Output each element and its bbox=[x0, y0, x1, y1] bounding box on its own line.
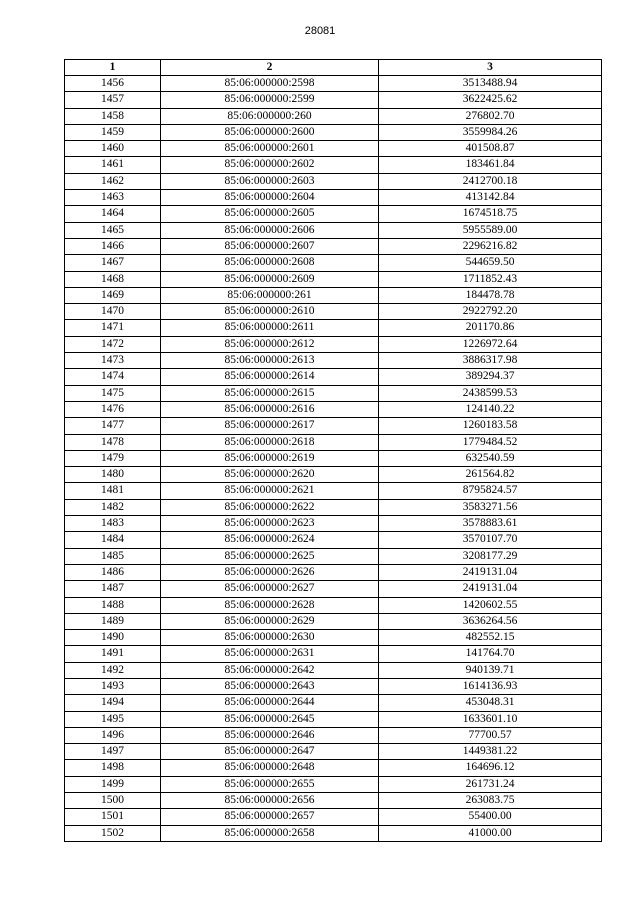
row-number-cell: 1488 bbox=[65, 597, 161, 613]
value-cell: 1633601.10 bbox=[379, 711, 602, 727]
table-row bbox=[65, 173, 602, 189]
value-cell: 263083.75 bbox=[379, 793, 602, 809]
cadastral-number-cell: 85:06:000000:2646 bbox=[161, 727, 379, 743]
cadastral-number-cell: 85:06:000000:2611 bbox=[161, 320, 379, 336]
cadastral-number-cell: 85:06:000000:2655 bbox=[161, 776, 379, 792]
table-row bbox=[65, 646, 602, 662]
cadastral-number-cell: 85:06:000000:2604 bbox=[161, 190, 379, 206]
cadastral-number-cell: 85:06:000000:2605 bbox=[161, 206, 379, 222]
table-row bbox=[65, 92, 602, 108]
value-cell: 632540.59 bbox=[379, 450, 602, 466]
row-number-cell: 1466 bbox=[65, 238, 161, 254]
cadastral-number-cell: 85:06:000000:2617 bbox=[161, 418, 379, 434]
row-number-cell: 1457 bbox=[65, 92, 161, 108]
value-cell: 2412700.18 bbox=[379, 173, 602, 189]
row-number-cell: 1459 bbox=[65, 124, 161, 140]
column-header-2: 2 bbox=[161, 60, 379, 76]
row-number-cell: 1467 bbox=[65, 255, 161, 271]
value-cell: 201170.86 bbox=[379, 320, 602, 336]
value-cell: 3513488.94 bbox=[379, 76, 602, 92]
table-row bbox=[65, 434, 602, 450]
value-cell: 5955589.00 bbox=[379, 222, 602, 238]
value-cell: 1226972.64 bbox=[379, 336, 602, 352]
value-cell: 2419131.04 bbox=[379, 564, 602, 580]
value-cell: 77700.57 bbox=[379, 727, 602, 743]
cadastral-number-cell: 85:06:000000:2657 bbox=[161, 809, 379, 825]
value-cell: 3636264.56 bbox=[379, 613, 602, 629]
value-cell: 2419131.04 bbox=[379, 581, 602, 597]
table-row bbox=[65, 304, 602, 320]
value-cell: 184478.78 bbox=[379, 287, 602, 303]
table-row bbox=[65, 662, 602, 678]
value-cell: 1711852.43 bbox=[379, 271, 602, 287]
value-cell: 401508.87 bbox=[379, 141, 602, 157]
value-cell: 183461.84 bbox=[379, 157, 602, 173]
value-cell: 261731.24 bbox=[379, 776, 602, 792]
table-row bbox=[65, 385, 602, 401]
row-number-cell: 1485 bbox=[65, 548, 161, 564]
table-row bbox=[65, 320, 602, 336]
table-row bbox=[65, 450, 602, 466]
table-row bbox=[65, 401, 602, 417]
value-cell: 141764.70 bbox=[379, 646, 602, 662]
table-row bbox=[65, 287, 602, 303]
cadastral-number-cell: 85:06:000000:2608 bbox=[161, 255, 379, 271]
row-number-cell: 1482 bbox=[65, 499, 161, 515]
table-row bbox=[65, 124, 602, 140]
value-cell: 389294.37 bbox=[379, 369, 602, 385]
table-row bbox=[65, 581, 602, 597]
table-row bbox=[65, 695, 602, 711]
value-cell: 2922792.20 bbox=[379, 304, 602, 320]
row-number-cell: 1471 bbox=[65, 320, 161, 336]
row-number-cell: 1470 bbox=[65, 304, 161, 320]
cadastral-number-cell: 85:06:000000:261 bbox=[161, 287, 379, 303]
cadastral-number-cell: 85:06:000000:2612 bbox=[161, 336, 379, 352]
table-row bbox=[65, 499, 602, 515]
cadastral-number-cell: 85:06:000000:2645 bbox=[161, 711, 379, 727]
table-row bbox=[65, 516, 602, 532]
value-cell: 1674518.75 bbox=[379, 206, 602, 222]
row-number-cell: 1487 bbox=[65, 581, 161, 597]
cadastral-number-cell: 85:06:000000:2602 bbox=[161, 157, 379, 173]
value-cell: 453048.31 bbox=[379, 695, 602, 711]
cadastral-number-cell: 85:06:000000:2609 bbox=[161, 271, 379, 287]
row-number-cell: 1490 bbox=[65, 630, 161, 646]
cadastral-number-cell: 85:06:000000:2656 bbox=[161, 793, 379, 809]
table-row bbox=[65, 744, 602, 760]
table-row bbox=[65, 678, 602, 694]
row-number-cell: 1472 bbox=[65, 336, 161, 352]
cadastral-number-cell: 85:06:000000:2644 bbox=[161, 695, 379, 711]
cadastral-number-cell: 85:06:000000:2620 bbox=[161, 467, 379, 483]
table-row bbox=[65, 548, 602, 564]
table-row bbox=[65, 630, 602, 646]
table-row bbox=[65, 336, 602, 352]
row-number-cell: 1479 bbox=[65, 450, 161, 466]
table-row bbox=[65, 711, 602, 727]
table-row bbox=[65, 564, 602, 580]
row-number-cell: 1498 bbox=[65, 760, 161, 776]
cadastral-number-cell: 85:06:000000:2603 bbox=[161, 173, 379, 189]
cadastral-number-cell: 85:06:000000:2601 bbox=[161, 141, 379, 157]
table-row bbox=[65, 238, 602, 254]
value-cell: 1449381.22 bbox=[379, 744, 602, 760]
row-number-cell: 1456 bbox=[65, 76, 161, 92]
row-number-cell: 1463 bbox=[65, 190, 161, 206]
value-cell: 544659.50 bbox=[379, 255, 602, 271]
table-row bbox=[65, 793, 602, 809]
value-cell: 3583271.56 bbox=[379, 499, 602, 515]
cadastral-number-cell: 85:06:000000:2648 bbox=[161, 760, 379, 776]
table-row bbox=[65, 776, 602, 792]
cadastral-number-cell: 85:06:000000:2621 bbox=[161, 483, 379, 499]
table-header-row bbox=[65, 60, 602, 76]
table-row bbox=[65, 353, 602, 369]
row-number-cell: 1499 bbox=[65, 776, 161, 792]
row-number-cell: 1494 bbox=[65, 695, 161, 711]
cadastral-number-cell: 85:06:000000:2614 bbox=[161, 369, 379, 385]
value-cell: 3578883.61 bbox=[379, 516, 602, 532]
table-row bbox=[65, 271, 602, 287]
data-table bbox=[64, 59, 602, 842]
row-number-cell: 1484 bbox=[65, 532, 161, 548]
cadastral-number-cell: 85:06:000000:2615 bbox=[161, 385, 379, 401]
row-number-cell: 1478 bbox=[65, 434, 161, 450]
value-cell: 41000.00 bbox=[379, 825, 602, 841]
row-number-cell: 1486 bbox=[65, 564, 161, 580]
row-number-cell: 1465 bbox=[65, 222, 161, 238]
cadastral-number-cell: 85:06:000000:2629 bbox=[161, 613, 379, 629]
row-number-cell: 1491 bbox=[65, 646, 161, 662]
value-cell: 3559984.26 bbox=[379, 124, 602, 140]
cadastral-number-cell: 85:06:000000:2600 bbox=[161, 124, 379, 140]
value-cell: 1779484.52 bbox=[379, 434, 602, 450]
row-number-cell: 1502 bbox=[65, 825, 161, 841]
table-row bbox=[65, 369, 602, 385]
table-row bbox=[65, 190, 602, 206]
table-row bbox=[65, 613, 602, 629]
value-cell: 940139.71 bbox=[379, 662, 602, 678]
row-number-cell: 1496 bbox=[65, 727, 161, 743]
table-row bbox=[65, 76, 602, 92]
cadastral-number-cell: 85:06:000000:2658 bbox=[161, 825, 379, 841]
value-cell: 2438599.53 bbox=[379, 385, 602, 401]
table-row bbox=[65, 727, 602, 743]
row-number-cell: 1493 bbox=[65, 678, 161, 694]
cadastral-number-cell: 85:06:000000:2628 bbox=[161, 597, 379, 613]
cadastral-number-cell: 85:06:000000:2630 bbox=[161, 630, 379, 646]
row-number-cell: 1481 bbox=[65, 483, 161, 499]
value-cell: 1614136.93 bbox=[379, 678, 602, 694]
table-row bbox=[65, 222, 602, 238]
cadastral-number-cell: 85:06:000000:2598 bbox=[161, 76, 379, 92]
column-header-3: 3 bbox=[379, 60, 602, 76]
cadastral-number-cell: 85:06:000000:2599 bbox=[161, 92, 379, 108]
table-row bbox=[65, 255, 602, 271]
row-number-cell: 1475 bbox=[65, 385, 161, 401]
row-number-cell: 1501 bbox=[65, 809, 161, 825]
cadastral-number-cell: 85:06:000000:2619 bbox=[161, 450, 379, 466]
table-body bbox=[65, 76, 602, 842]
value-cell: 3886317.98 bbox=[379, 353, 602, 369]
value-cell: 164696.12 bbox=[379, 760, 602, 776]
row-number-cell: 1495 bbox=[65, 711, 161, 727]
row-number-cell: 1464 bbox=[65, 206, 161, 222]
row-number-cell: 1497 bbox=[65, 744, 161, 760]
row-number-cell: 1461 bbox=[65, 157, 161, 173]
cadastral-number-cell: 85:06:000000:2643 bbox=[161, 678, 379, 694]
row-number-cell: 1480 bbox=[65, 467, 161, 483]
value-cell: 413142.84 bbox=[379, 190, 602, 206]
table-row bbox=[65, 597, 602, 613]
row-number-cell: 1474 bbox=[65, 369, 161, 385]
cadastral-number-cell: 85:06:000000:2616 bbox=[161, 401, 379, 417]
value-cell: 3622425.62 bbox=[379, 92, 602, 108]
cadastral-number-cell: 85:06:000000:2606 bbox=[161, 222, 379, 238]
value-cell: 276802.70 bbox=[379, 108, 602, 124]
row-number-cell: 1492 bbox=[65, 662, 161, 678]
value-cell: 8795824.57 bbox=[379, 483, 602, 499]
cadastral-number-cell: 85:06:000000:2622 bbox=[161, 499, 379, 515]
table-row bbox=[65, 760, 602, 776]
cadastral-number-cell: 85:06:000000:2610 bbox=[161, 304, 379, 320]
cadastral-number-cell: 85:06:000000:2623 bbox=[161, 516, 379, 532]
cadastral-number-cell: 85:06:000000:2627 bbox=[161, 581, 379, 597]
table-row bbox=[65, 108, 602, 124]
value-cell: 1260183.58 bbox=[379, 418, 602, 434]
value-cell: 55400.00 bbox=[379, 809, 602, 825]
table-row bbox=[65, 206, 602, 222]
row-number-cell: 1468 bbox=[65, 271, 161, 287]
value-cell: 3570107.70 bbox=[379, 532, 602, 548]
cadastral-number-cell: 85:06:000000:2631 bbox=[161, 646, 379, 662]
value-cell: 1420602.55 bbox=[379, 597, 602, 613]
table-row bbox=[65, 141, 602, 157]
cadastral-number-cell: 85:06:000000:2647 bbox=[161, 744, 379, 760]
cadastral-number-cell: 85:06:000000:2613 bbox=[161, 353, 379, 369]
row-number-cell: 1458 bbox=[65, 108, 161, 124]
table-row bbox=[65, 418, 602, 434]
table-row bbox=[65, 467, 602, 483]
row-number-cell: 1489 bbox=[65, 613, 161, 629]
cadastral-number-cell: 85:06:000000:2618 bbox=[161, 434, 379, 450]
value-cell: 3208177.29 bbox=[379, 548, 602, 564]
row-number-cell: 1462 bbox=[65, 173, 161, 189]
value-cell: 2296216.82 bbox=[379, 238, 602, 254]
cadastral-number-cell: 85:06:000000:260 bbox=[161, 108, 379, 124]
row-number-cell: 1477 bbox=[65, 418, 161, 434]
column-header-1: 1 bbox=[65, 60, 161, 76]
value-cell: 124140.22 bbox=[379, 401, 602, 417]
row-number-cell: 1473 bbox=[65, 353, 161, 369]
row-number-cell: 1476 bbox=[65, 401, 161, 417]
cadastral-number-cell: 85:06:000000:2626 bbox=[161, 564, 379, 580]
table-row bbox=[65, 483, 602, 499]
cadastral-number-cell: 85:06:000000:2625 bbox=[161, 548, 379, 564]
cadastral-number-cell: 85:06:000000:2607 bbox=[161, 238, 379, 254]
row-number-cell: 1483 bbox=[65, 516, 161, 532]
table-row bbox=[65, 825, 602, 841]
table-row bbox=[65, 157, 602, 173]
row-number-cell: 1500 bbox=[65, 793, 161, 809]
cadastral-number-cell: 85:06:000000:2624 bbox=[161, 532, 379, 548]
value-cell: 482552.15 bbox=[379, 630, 602, 646]
cadastral-number-cell: 85:06:000000:2642 bbox=[161, 662, 379, 678]
page-number: 28081 bbox=[304, 25, 336, 37]
value-cell: 261564.82 bbox=[379, 467, 602, 483]
table-row bbox=[65, 532, 602, 548]
row-number-cell: 1460 bbox=[65, 141, 161, 157]
table-row bbox=[65, 809, 602, 825]
row-number-cell: 1469 bbox=[65, 287, 161, 303]
